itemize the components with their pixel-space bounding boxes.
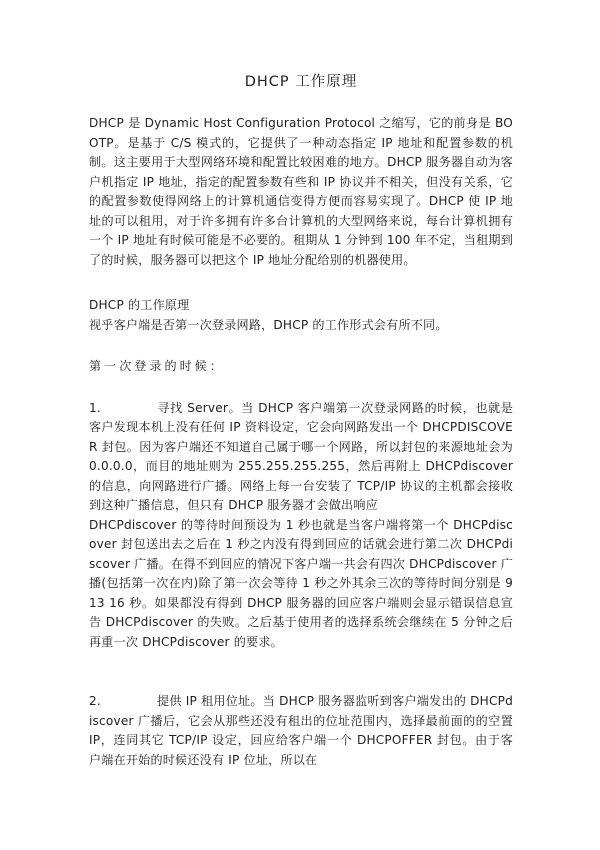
intro-paragraph: DHCP 是 Dynamic Host Configuration Protocol 之缩写，它的前身是 BOOTP。是基于 C/S 模式的，它提供了一种动态指定 IP 地址和配置参数的机制。这主要用于大型网络环境和配置比较困难的地方。DHCP 服务器自动为客户机指定 IP 地址，指定的配置参数有些和 IP 协议并不相关，但没有关系，它的配置参数使得网络上的计算机通信变得方便而容易实现了。DHCP 使 IP 地址的可以租用，对于许多拥有许多台计算机的大型网络来说，每台计算机拥有一个 IP 地址有时候可能是不必要的。租期从 1 分钟到 100 年不定，当租期到了的时候，服务器可以把这个 IP 地址分配给别的机器使用。 [89, 116, 513, 267]
first-login-label: 第一次登录的时候： [89, 359, 225, 373]
section-heading: DHCP 的工作原理 [89, 298, 190, 312]
step-1-text: 寻找 Server。当 DHCP 客户端第一次登录网路的时候，也就是客户发现本机上没有任何 IP 资料设定，它会向网路发出一个 DHCPDISCOVER 封包。因为客户端还不知道自己属于哪一个网路，所以封包的来源地址会为 0.0.0.0，而目的地址则为 255.255.255.255，然后再附上 DHCPdiscover 的信息，向网路进行广播。网络上每一台安装了 TCP/IP 协议的主机都会接收到这种广播信息，但只有 DHCP 服务器才会做出响应 [89, 400, 513, 512]
step-2-text: 提供 IP 租用位址。当 DHCP 服务器监听到客户端发出的 DHCPdiscover 广播后，它会从那些还没有租出的位址范围内，选择最前面的的空置 IP，连同其它 TCP/IP 设定，回应给客户端一个 DHCPOFFER 封包。由于客户端在开始的时候还没有 IP 位址，所以在 [89, 694, 513, 767]
document-content [89, 72, 513, 810]
step-2-number: 2. [89, 694, 101, 708]
document-title: DHCP 工作原理 [244, 74, 358, 90]
section-intro: 视乎客户端是否第一次登录网路，DHCP 的工作形式会有所不同。 [89, 317, 448, 332]
step-1 [89, 399, 513, 653]
step-1-detail: DHCPdiscover 的等待时间预设为 1 秒也就是当客户端将第一个 DHCPdiscover 封包送出去之后在 1 秒之内没有得到回应的话就会进行第二次 DHCPdiscover 广播。在得不到回应的情况下客户端一共会有四次 DHCPdiscover 广播(包括第一次在内)除了第一次会等待 1 秒之外其余三次的等待时间分别是 9 13 16 秒。如果都没有得到 DHCP 服务器的回应客户端则会显示错误信息宣告 DHCPdiscover 的失败。之后基于使用者的选择系统会继续在 5 分钟之后再重一次 DHCPdiscover 的要求。 [89, 517, 513, 649]
step-2 [89, 692, 513, 770]
step-1-number: 1. [89, 400, 101, 415]
